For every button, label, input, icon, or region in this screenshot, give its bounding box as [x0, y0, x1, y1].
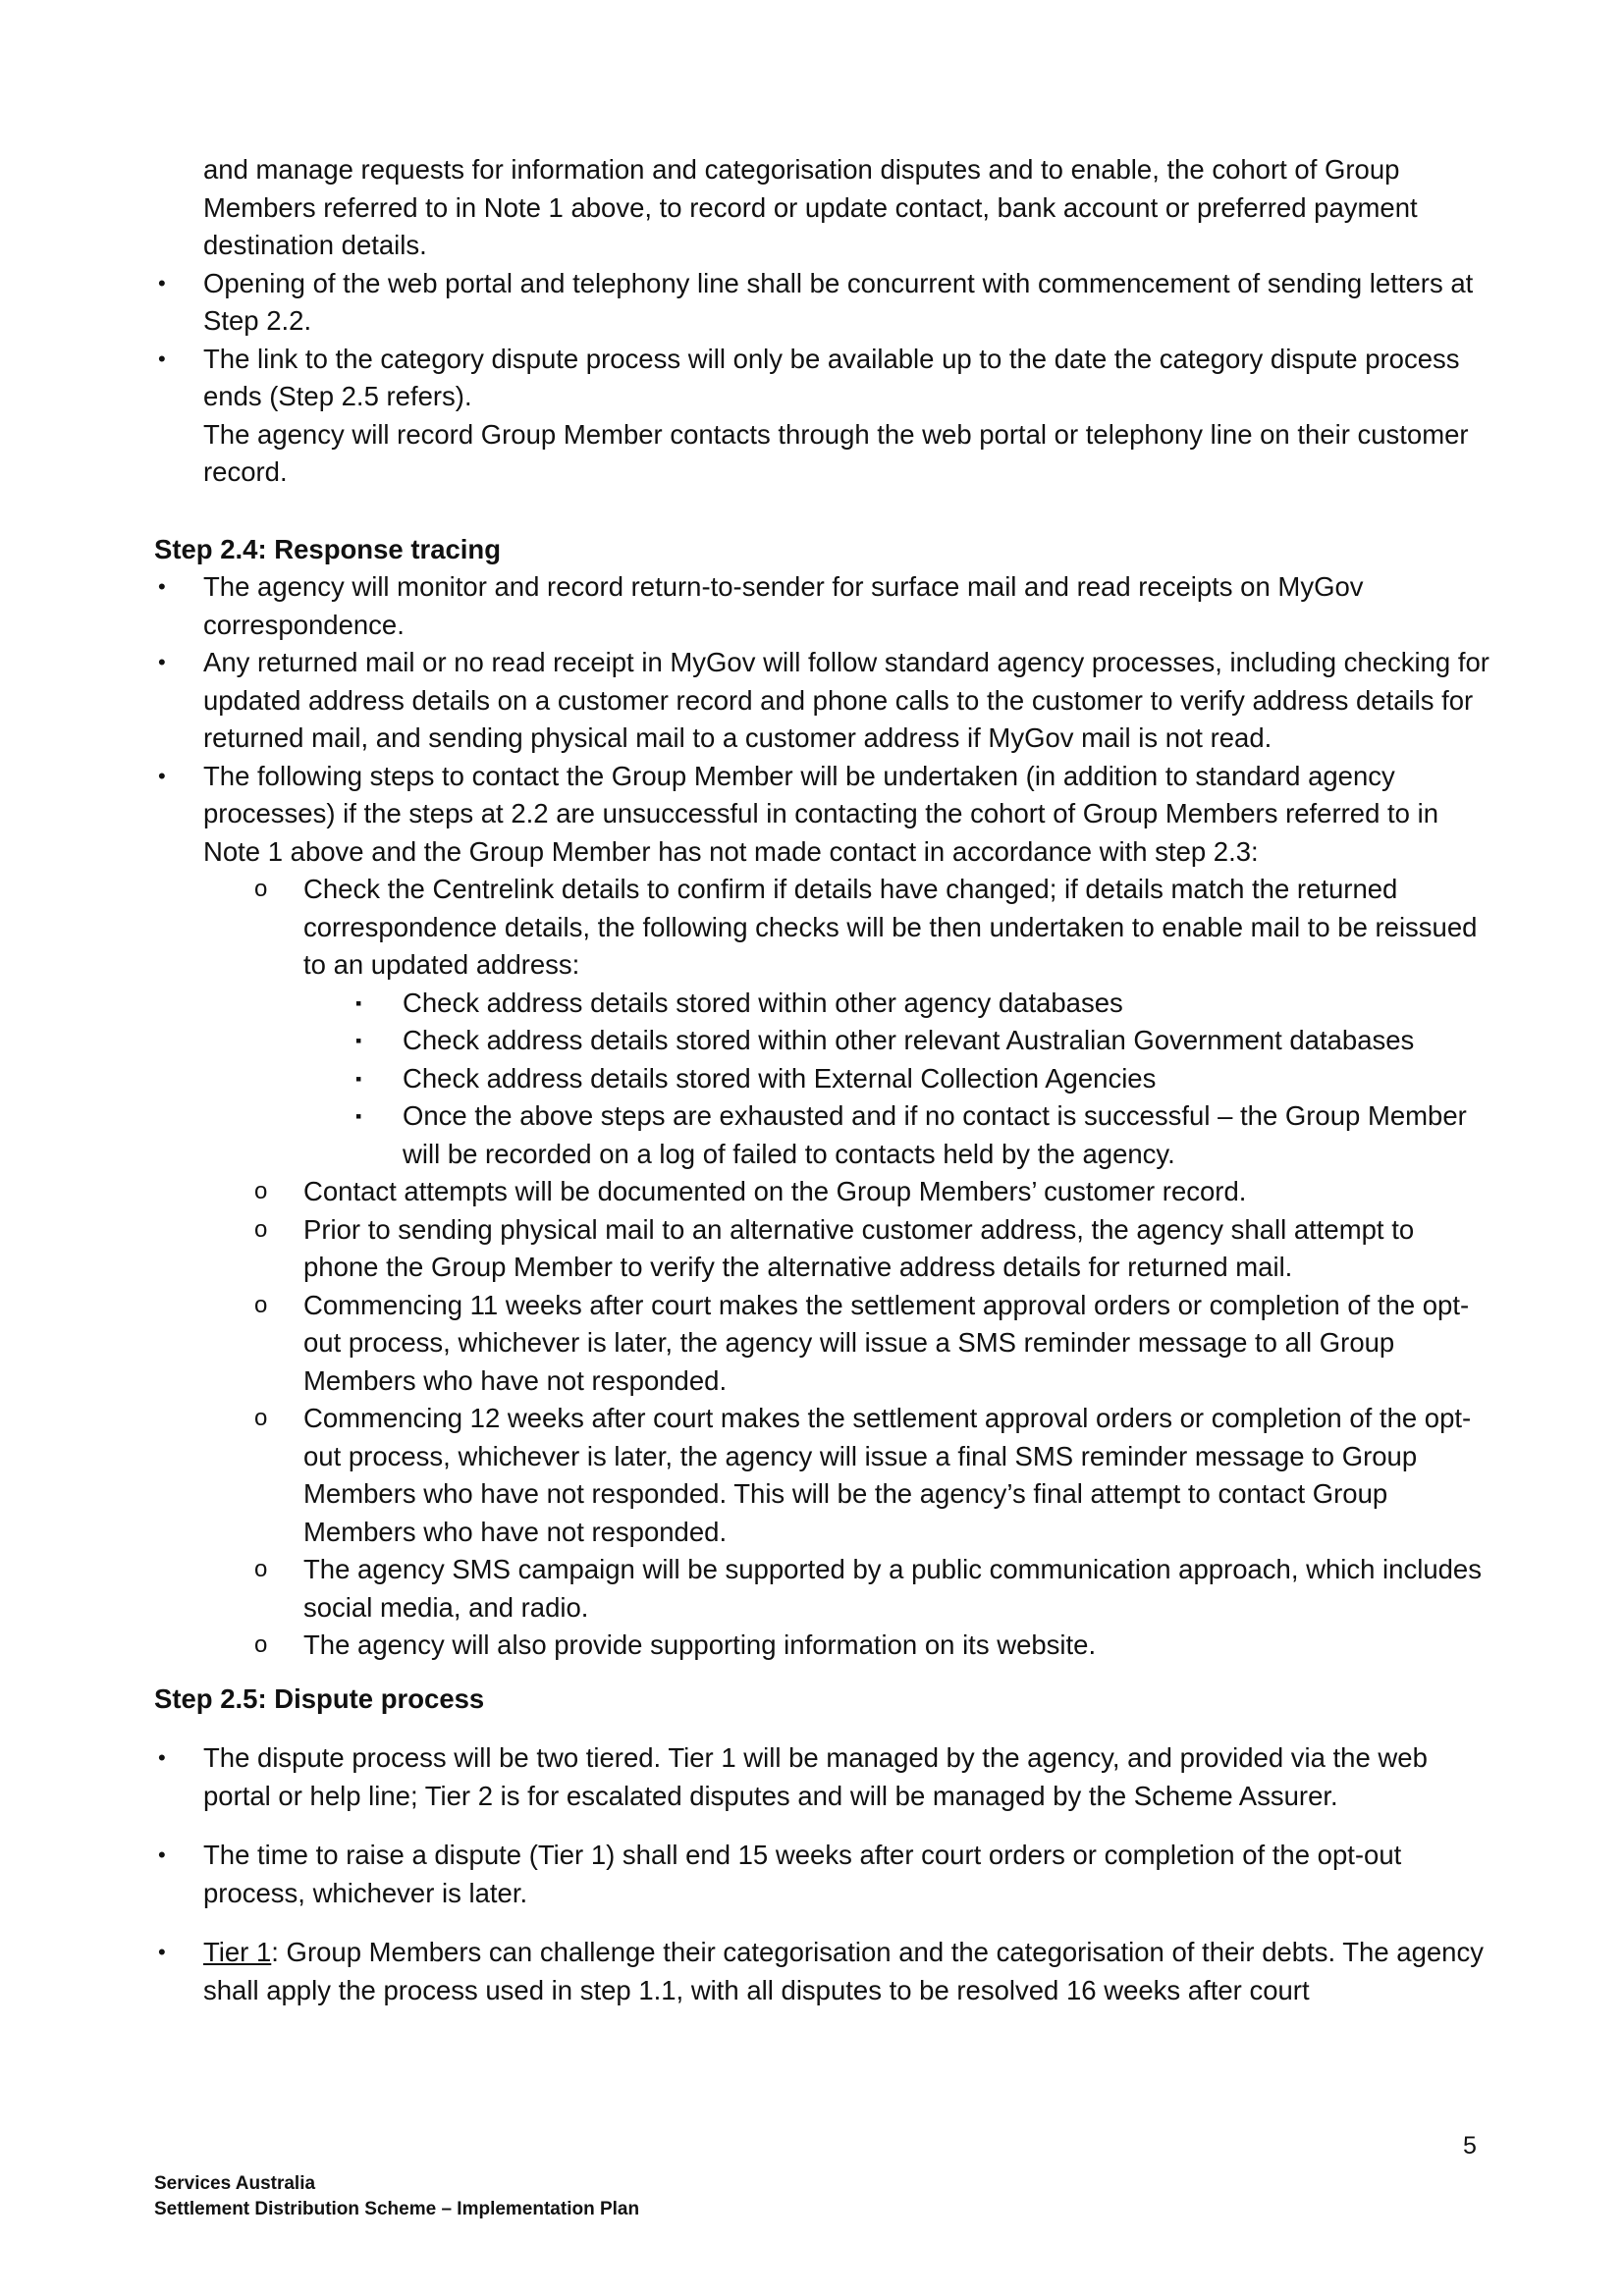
intro-bullet-1 [154, 265, 1489, 341]
sub-text: Commencing 11 weeks after court makes the settlement approval orders or completion of the opt-out process, whichever is later, the agency will issue a SMS reminder message to all Group Members who have not responded. [303, 1289, 1470, 1396]
bullet-text: Any returned mail or no read receipt in MyGov will follow standard agency processes, including checking for updated address details on a customer record and phone calls to the customer to verify address details for returned mail, and sending physical mail to a customer address if MyGov mail is not read. [203, 647, 1489, 753]
sub-marker: o [254, 1556, 268, 1582]
subsub-item-1 [154, 985, 1489, 1023]
sub-text: Check the Centrelink details to confirm if details have changed; if details match the returned correspondence details, the following checks will be then undertaken to enable mail to be reissued to an updated address: [303, 874, 1478, 980]
sub-item-contact-attempts [154, 1173, 1489, 1211]
sub-item-phone-verify [154, 1211, 1489, 1287]
bullet-text: The dispute process will be two tiered. Tier 1 will be managed by the agency, and provided via the web portal or help line; Tier 2 is for escalated disputes and will be managed by the Scheme Assurer. [203, 1742, 1428, 1811]
footer-document-title: Settlement Distribution Scheme – Implementation Plan [154, 2199, 640, 2219]
intro-continuation: and manage requests for information and categorisation disputes and to enable, the cohort of Group Members referred to in Note 1 above, to record or update contact, bank account or preferred payment destination details. [203, 154, 1418, 260]
step-2-4-bullet-1 [154, 568, 1489, 644]
bullet-marker: • [158, 1745, 166, 1770]
sub-item-sms-campaign [154, 1551, 1489, 1627]
sub-item-sms-12-weeks [154, 1400, 1489, 1551]
bullet-marker: • [158, 574, 166, 599]
subsub-marker: ▪ [355, 992, 362, 1013]
intro-bullet-2 [154, 341, 1489, 416]
step-2-5-bullet-2 [154, 1837, 1489, 1912]
subsub-item-3 [154, 1060, 1489, 1098]
bullet-text: The agency will monitor and record return-to-sender for surface mail and read receipts on MyGov correspondence. [203, 571, 1364, 640]
sub-item-check-centrelink [154, 871, 1489, 985]
sub-item-sms-11-weeks [154, 1287, 1489, 1401]
page-footer [154, 2171, 639, 2222]
step-2-4-bullet-3 [154, 758, 1489, 872]
bullet-marker: • [158, 270, 166, 295]
bullet-marker: • [158, 650, 166, 674]
sub-marker: o [254, 1178, 268, 1204]
bullet-text: The link to the category dispute process will only be available up to the date the category dispute process ends (Step 2.5 refers). [203, 343, 1460, 411]
step-2-4-heading: Step 2.4: Response tracing [154, 533, 502, 564]
step-2-5-bullet-tier1 [154, 1934, 1489, 2009]
sub-marker: o [254, 1215, 268, 1243]
subsub-marker: ▪ [355, 1068, 362, 1089]
subsub-text: Check address details stored with External Collection Agencies [403, 1062, 1157, 1094]
bullet-text: Opening of the web portal and telephony line shall be concurrent with commencement of sending letters at Step 2.2. [203, 267, 1474, 336]
footer-organisation: Services Australia [154, 2173, 316, 2194]
bullet-marker: • [158, 763, 166, 788]
sub-text: Contact attempts will be documented on the Group Members’ customer record. [303, 1176, 1247, 1206]
subsub-text: Check address details stored within other agency databases [403, 987, 1123, 1018]
intro-trailing: The agency will record Group Member contacts through the web portal or telephony line on their customer record. [203, 418, 1469, 487]
subsub-marker: ▪ [355, 1106, 362, 1126]
bullet-text: The time to raise a dispute (Tier 1) shall end 15 weeks after court orders or completion of the opt-out process, whichever is later. [203, 1840, 1402, 1908]
sub-text: The agency SMS campaign will be supported by a public communication approach, which includes social media, and radio. [303, 1554, 1482, 1623]
subsub-marker: ▪ [355, 1031, 362, 1050]
subsub-text: Check address details stored within other relevant Australian Government databases [403, 1025, 1415, 1055]
tier1-label: Tier 1 [203, 1937, 272, 1967]
page-body [154, 151, 1489, 2009]
page-number: 5 [1463, 2132, 1477, 2160]
bullet-marker: • [158, 1940, 166, 1964]
step-2-4-bullet-2 [154, 644, 1489, 758]
sub-item-website-info [154, 1627, 1489, 1665]
sub-text: The agency will also provide supporting information on its website. [303, 1629, 1097, 1660]
sub-text: Commencing 12 weeks after court makes the settlement approval orders or completion of the opt-out process, whichever is later, the agency will issue a final SMS reminder message to Group Members who have not responded. This will be the agency’s final attempt to contact Group Members who have not responded. [303, 1403, 1472, 1547]
sub-marker: o [254, 876, 268, 902]
sub-text: Prior to sending physical mail to an alternative customer address, the agency shall attempt to phone the Group Member to verify the alternative address details for returned mail. [303, 1213, 1415, 1282]
bullet-marker: • [158, 346, 166, 371]
bullet-marker: • [158, 1842, 166, 1867]
sub-marker: o [254, 1291, 268, 1318]
tier1-text: : Group Members can challenge their categorisation and the categorisation of their debts. The agency shall apply the process used in step 1.1, with all disputes to be resolved 16 weeks after court [203, 1937, 1484, 2005]
subsub-text: Once the above steps are exhausted and if no contact is successful – the Group Member will be recorded on a log of failed to contacts held by the agency. [403, 1100, 1467, 1169]
subsub-item-4 [154, 1097, 1489, 1173]
bullet-text: The following steps to contact the Group Member will be undertaken (in addition to standard agency processes) if the steps at 2.2 are unsuccessful in contacting the cohort of Group Members referred to in Note 1 above and the Group Member has not made contact in accordance with step 2.3: [203, 760, 1438, 867]
sub-marker: o [254, 1631, 268, 1658]
step-2-5-heading: Step 2.5: Dispute process [154, 1682, 485, 1714]
step-2-5-bullet-1 [154, 1739, 1489, 1815]
subsub-item-2 [154, 1022, 1489, 1060]
sub-marker: o [254, 1405, 268, 1431]
